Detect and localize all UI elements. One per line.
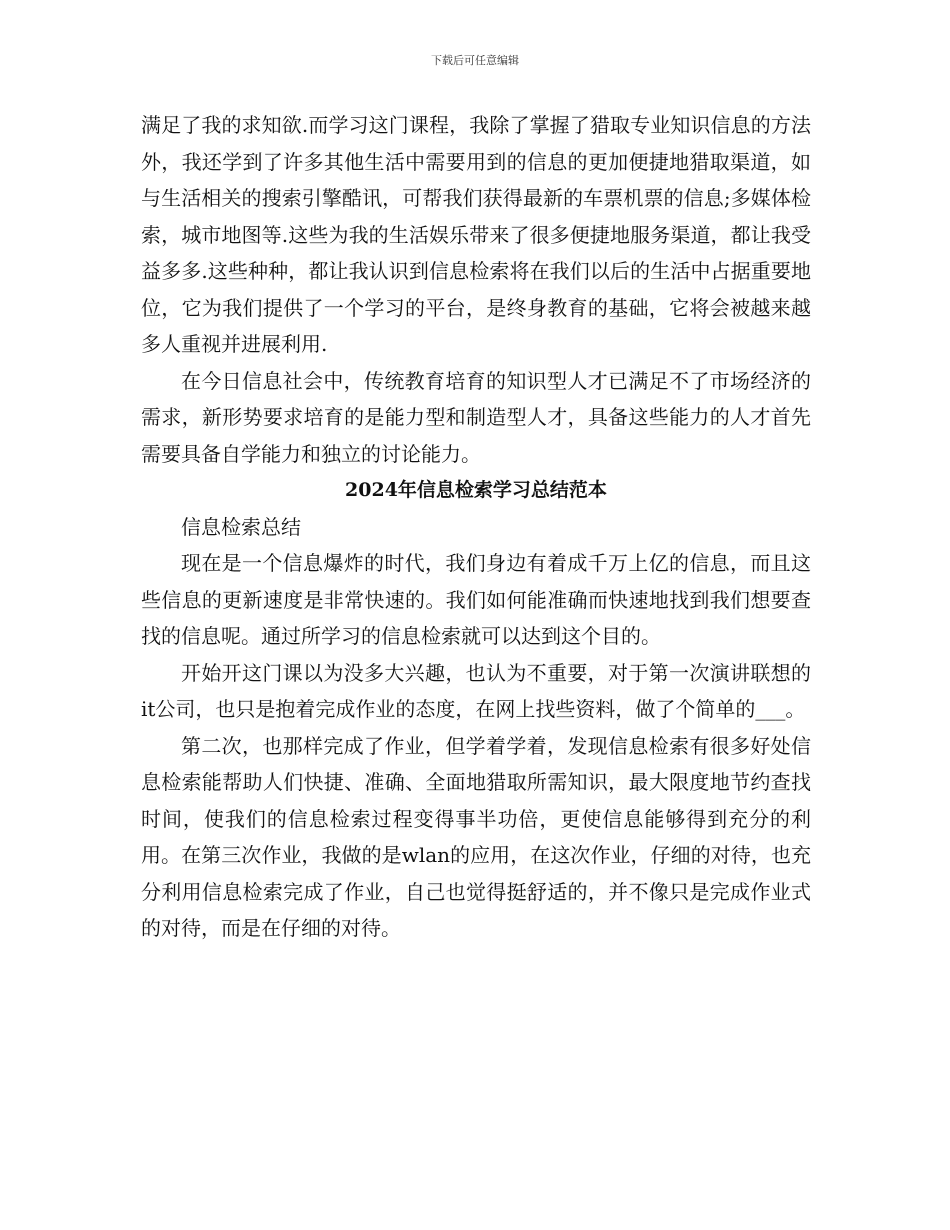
document-body	[141, 107, 811, 947]
paragraph: 现在是一个信息爆炸的时代，我们身边有着成千万上亿的信息，而且这些信息的更新速度是非常快速的。我们如何能准确而快速地找到我们想要查找的信息呢。通过所学习的信息检索就可以达到这个目的。	[141, 551, 811, 648]
paragraph: 在今日信息社会中，传统教育培育的知识型人才已满足不了市场经济的需求，新形势要求培育的是能力型和制造型人才，具备这些能力的人才首先需要具备自学能力和独立的讨论能力。	[141, 368, 811, 466]
page-header: 下载后可任意编辑	[431, 54, 519, 67]
paragraph: 第二次，也那样完成了作业，但学着学着，发现信息检索有很多好处信息检索能帮助人们快捷、准确、全面地猎取所需知识，最大限度地节约查找时间，使我们的信息检索过程变得事半功倍，更使信息能够得到充分的利用。在第三次作业，我做的是wlan的应用，在这次作业，仔细的对待，也充分利用信息检索完成了作业，自己也觉得挺舒适的，并不像只是完成作业式的对待，而是在仔细的对待。	[141, 733, 811, 940]
paragraph: 满足了我的求知欲.而学习这门课程，我除了掌握了猎取专业知识信息的方法外，我还学到了许多其他生活中需要用到的信息的更加便捷地猎取渠道，如与生活相关的搜索引擎酷讯，可帮我们获得最新的车票机票的信息;多媒体检索，城市地图等.这些为我的生活娱乐带来了很多便捷地服务渠道，都让我受益多多.这些种种，都让我认识到信息检索将在我们以后的生活中占据重要地位，它为我们提供了一个学习的平台，是终身教育的基础，它将会被越来越多人重视并进展利用.	[141, 113, 811, 356]
section-title: 2024年信息检索学习总结范本	[345, 479, 607, 501]
subheading: 信息检索总结	[181, 514, 301, 539]
paragraph: 开始开这门课以为没多大兴趣，也认为不重要，对于第一次演讲联想的it公司，也只是抱着完成作业的态度，在网上找些资料，做了个简单的___。	[141, 660, 811, 721]
